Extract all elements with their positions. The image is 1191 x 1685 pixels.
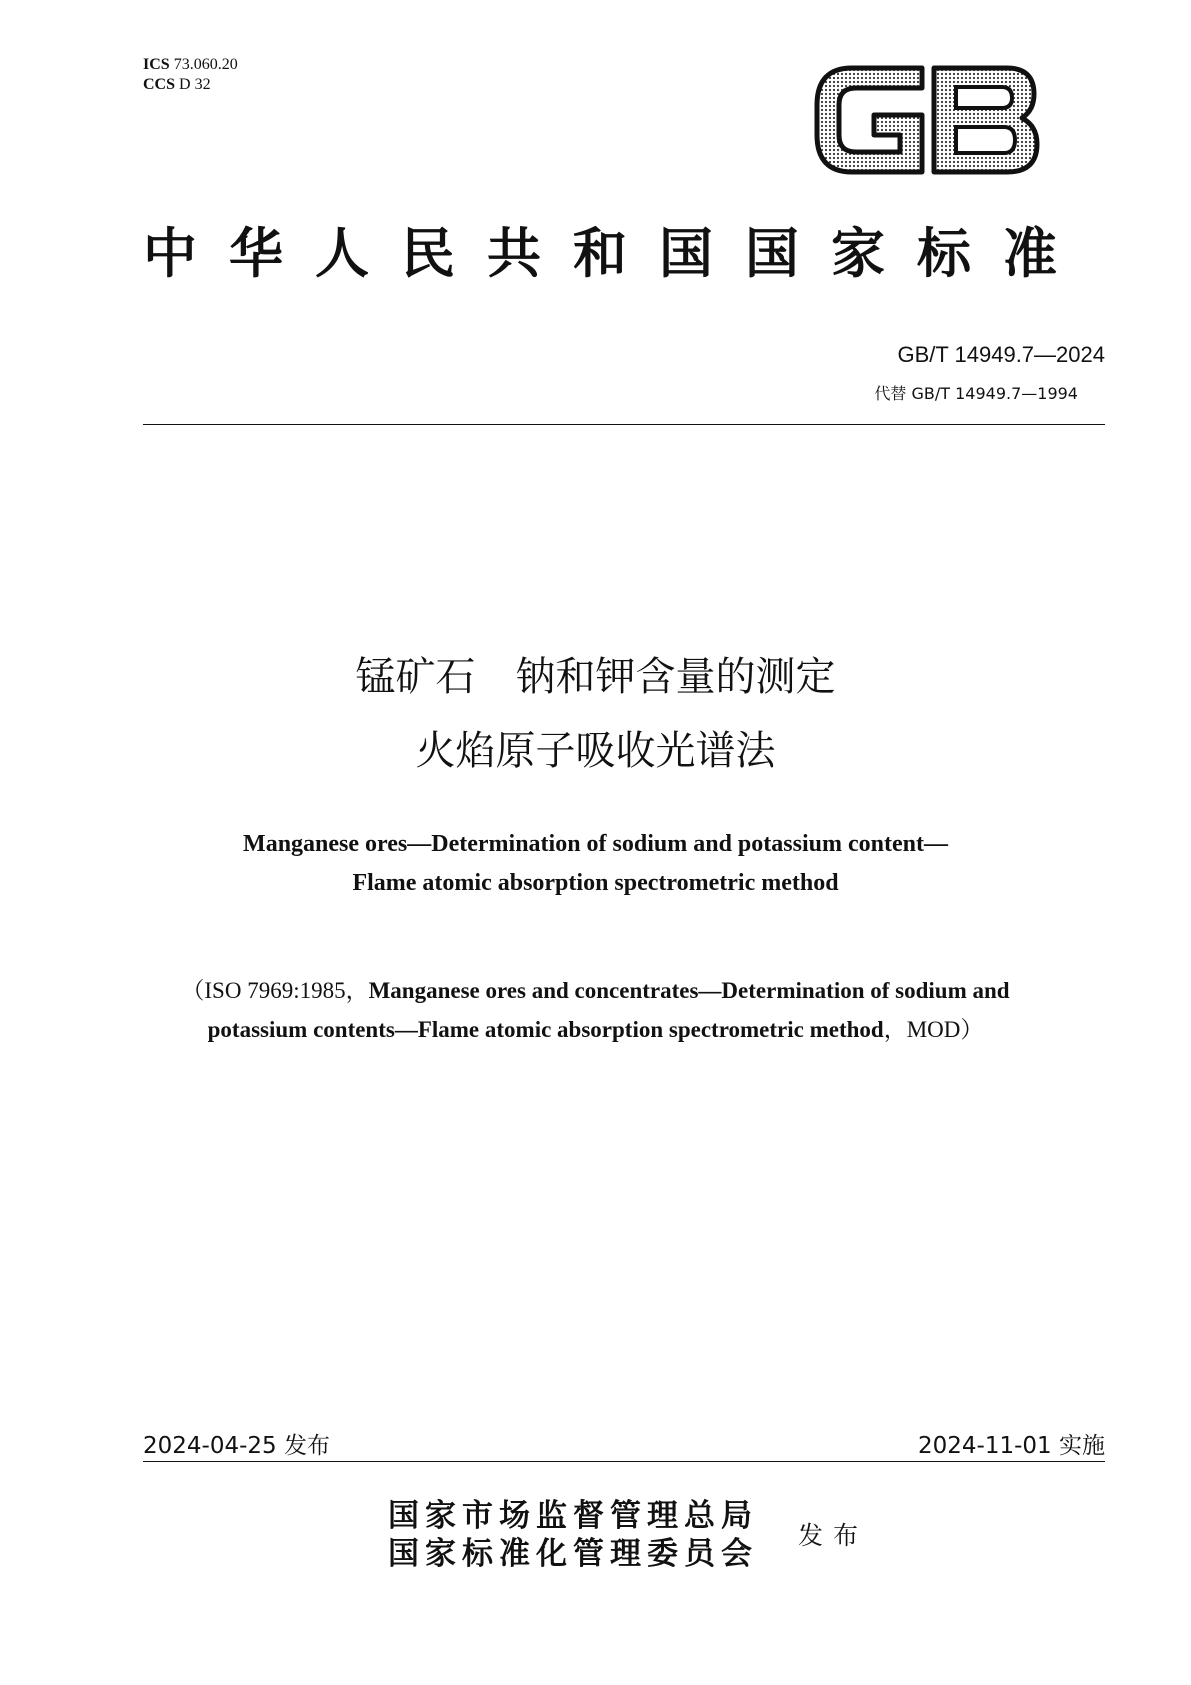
publish-label: 发布 [798, 1521, 869, 1550]
ccs-code [143, 75, 238, 95]
ics-code [143, 55, 238, 75]
issuer-sac: 国家标准化管理委员会 [388, 1536, 758, 1572]
logo-letter-g [817, 68, 922, 172]
replaces-standard: 代替 GB/T 14949.7—1994 [874, 384, 1078, 403]
gb-logo [812, 60, 1042, 180]
national-standard-title: 中华人民共和国国家标准 [143, 222, 1089, 285]
iso-reference-title-2: potassium contents—Flame atomic absorption spectrometric method [207, 1017, 884, 1042]
standard-number: GB/T 14949.7—2024 [897, 342, 1105, 367]
chinese-title-line-2: 火焰原子吸收光谱法 [415, 728, 776, 774]
english-title-line-2: Flame atomic absorption spectrometric method [352, 870, 839, 896]
ics-value: 73.060.20 [173, 56, 238, 73]
bottom-divider [143, 1461, 1105, 1462]
logo-letter-b [934, 68, 1037, 172]
issue-date: 2024-04-25 发布 [143, 1433, 330, 1459]
iso-reference-line-1 [0, 976, 1191, 1006]
top-divider [143, 424, 1105, 425]
classification-codes [143, 55, 238, 95]
issuer-samr: 国家市场监督管理总局 [388, 1498, 758, 1534]
iso-reference-prefix: （ISO 7969:1985， [181, 978, 369, 1003]
ics-label: ICS [143, 56, 170, 73]
chinese-title-line-1: 锰矿石 钠和钾含量的测定 [355, 654, 836, 700]
ccs-label: CCS [143, 76, 176, 93]
iso-reference-line-2 [0, 1015, 1191, 1045]
english-title-line-1: Manganese ores—Determination of sodium and potassium content— [243, 831, 948, 857]
implementation-date: 2024-11-01 实施 [918, 1433, 1105, 1459]
iso-reference-title-1: Manganese ores and concentrates—Determination of sodium and [368, 978, 1010, 1003]
ccs-value: D 32 [179, 76, 211, 93]
iso-reference-suffix: ，MOD） [883, 1017, 984, 1042]
